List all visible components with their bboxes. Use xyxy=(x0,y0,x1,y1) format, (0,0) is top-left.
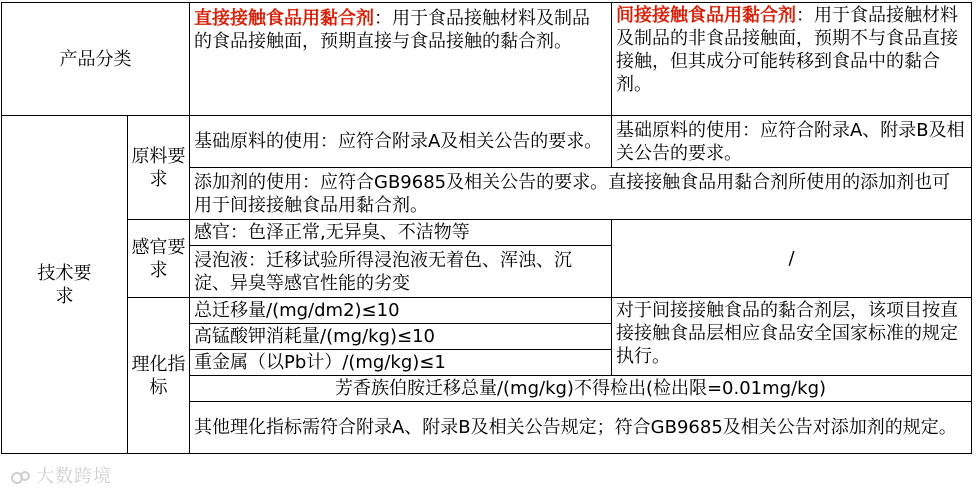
permanganate-consumption: 高锰酸钾消耗量/(mg/kg)≤10 xyxy=(190,324,612,350)
sensory-soak-solution: 浸泡液：迁移试验所得浸泡液无着色、浑浊、沉淀、异臭等感官性能的劣变 xyxy=(190,246,612,298)
indirect-layer-note: 对于间接接触食品的黏合剂层，该项目按直接接触食品层相应食品安全国家标准的规定执行。 xyxy=(612,298,972,376)
direct-adhesive-title: 直接接触食品用黏合剂 xyxy=(194,8,374,29)
direct-adhesive-desc: ：用于食品接触材料及制品的食品接触面，预期直接与食品接触的黏合剂。 xyxy=(194,8,590,52)
other-physchem: 其他理化指标需符合附录A、附录B及相关公告规定；符合GB9685及相关公告对添加剂的规定。 xyxy=(190,402,972,454)
total-migration: 总迁移量/(mg/dm2)≤10 xyxy=(190,298,612,324)
heavy-metals: 重金属（以Pb计）/(mg/kg)≤1 xyxy=(190,350,612,376)
direct-basic-material: 基础原料的使用：应符合附录A及相关公告的要求。 xyxy=(190,116,612,168)
watermark-text: 大数跨境 xyxy=(36,466,112,487)
indirect-adhesive-title: 间接接触食品用黏合剂 xyxy=(616,5,796,26)
raw-material-label: 原料要求 xyxy=(128,116,190,220)
sensory-indirect-na: / xyxy=(612,220,972,298)
category-label: 产品分类 xyxy=(2,3,190,116)
tech-requirements-label: 技术要求 xyxy=(2,116,128,454)
requirements-table xyxy=(1,2,972,454)
direct-adhesive-definition xyxy=(190,3,612,116)
sensory-appearance: 感官：色泽正常,无异臭、不洁物等 xyxy=(190,220,612,246)
watermark xyxy=(10,462,112,488)
indirect-basic-material: 基础原料的使用：应符合附录A、附录B及相关公告的要求。 xyxy=(612,116,972,168)
physchem-label: 理化指标 xyxy=(128,298,190,454)
aromatic-amines: 芳香族伯胺迁移总量/(mg/kg)不得检出(检出限=0.01mg/kg) xyxy=(190,376,972,402)
additive-requirement: 添加剂的使用：应符合GB9685及相关公告的要求。直接接触食品用黏合剂所使用的添加剂也可用于间接接触食品用黏合剂。 xyxy=(190,168,972,220)
indirect-adhesive-definition xyxy=(612,3,972,116)
indirect-adhesive-desc: ：用于食品接触材料及制品的非食品接触面，预期不与食品直接接触，但其成分可能转移到食品中的黏合剂。 xyxy=(616,5,958,95)
sensory-label: 感官要求 xyxy=(128,220,190,298)
logo-icon xyxy=(10,468,32,486)
